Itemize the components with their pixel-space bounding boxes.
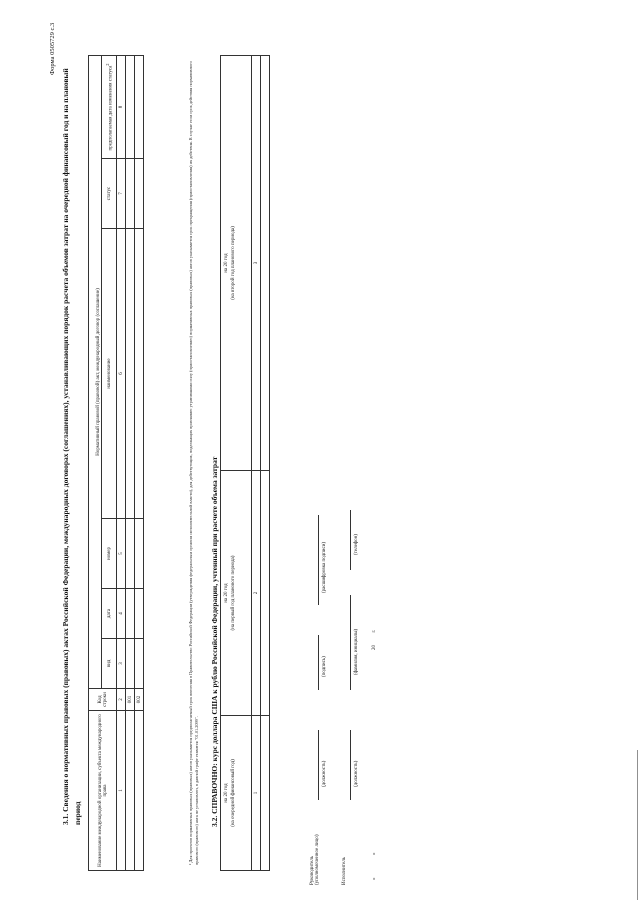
cell[interactable] [261,716,270,871]
table-row [126,55,135,870]
col-group-header: Нормативный правовой (правовой) акт, международный договор (соглашение) [89,55,102,688]
colnum: 3 [252,56,261,471]
colnum: 2 [117,689,126,711]
section-31-table [88,55,144,871]
cell[interactable] [135,55,144,158]
rate-col-1: на 20 год (на очередной финансовый год) [221,716,252,871]
fio-line[interactable] [350,595,351,690]
scan-edge [637,750,638,900]
cell[interactable] [126,711,135,871]
section-32-table [220,55,270,871]
decoding-caption: (расшифровка подписи) [322,541,327,593]
cell[interactable] [135,589,144,639]
section-32-title: 3.2. СПРАВОЧНО: курс доллара США к рублю Российской Федерации, учтенный при расчете объема затрат [210,456,219,827]
signature-line[interactable] [318,635,319,690]
signature-caption: (подпись) [322,656,327,677]
date-line: « » 20 г. [372,629,377,880]
colnum: 4 [117,589,126,639]
colnum: 5 [117,519,126,589]
section-31-title: 3.1. Сведения о нормативных правовых (правовых) актах Российской Федерации, международных договорах (соглашениях), устанавливающих порядок расчета объемов затрат на очередной финансовый год и на плановый период [61,68,82,825]
phone-line[interactable] [350,510,351,570]
colnum: 2 [252,471,261,716]
head-label: Руководитель (уполномоченное лицо) [310,834,320,885]
cell[interactable] [126,55,135,158]
position-caption: (должность) [322,760,327,787]
col-header-number: номер [102,519,117,589]
col-header-date: дата [102,589,117,639]
colnum: 1 [117,711,126,871]
phone-caption: (телефон) [354,534,359,555]
colnum: 6 [117,229,126,519]
col-header-name: Наименование международной организации, субъекта международного права [89,711,117,871]
cell[interactable] [126,159,135,229]
position-line[interactable] [318,730,319,800]
col-header-title: наименование [102,229,117,519]
cell[interactable] [135,229,144,519]
fio-caption: (фамилия, инициалы) [354,628,359,675]
table-row [261,56,270,871]
decoding-line[interactable] [318,515,319,605]
cell[interactable] [261,56,270,471]
colnum: 1 [252,716,261,871]
footnote: ² Для проектов нормативных правовых (правовых) актов указывается предполагаемый срок внесения в Правительство Российской Федерации (утверждения федеральным органом исполнительной власти), для действующих, подлежащих признанию утратившими силу (приостановлению) нормативных правовых (правовых) актов указывается срок прекращения (приостановления) их действия. В случае если срок действия нормативного правового (правового) акта не установлен, в данной графе ставится "01.01.2099". [188,61,199,865]
col-header-type: вид [102,639,117,689]
cell[interactable] [261,471,270,716]
colnum: 3 [117,639,126,689]
col-header-status-date: предполагаемая дата изменения статуса$^2$ [102,55,117,158]
cell[interactable] [126,229,135,519]
colnum: 8 [117,55,126,158]
cell[interactable] [135,519,144,589]
executor-label: Исполнитель [342,857,347,885]
cell[interactable] [135,159,144,229]
table-row [135,55,144,870]
cell[interactable] [126,589,135,639]
form-id: Форма 0505729 с.3 [49,22,56,75]
cell[interactable] [135,639,144,689]
col-header-status: статус [102,159,117,229]
rate-col-2: на 20 год (на первый год планового периода) [221,471,252,716]
cell[interactable] [126,639,135,689]
row-code: 002 [135,689,144,711]
cell[interactable] [126,519,135,589]
cell[interactable] [135,711,144,871]
row-code: 001 [126,689,135,711]
position-caption-2: (должность) [354,760,359,787]
position-line-2[interactable] [350,730,351,800]
rate-col-3: на 20 год (на второй год планового периода) [221,56,252,471]
col-header-code: Код строки [89,689,117,711]
colnum: 7 [117,159,126,229]
